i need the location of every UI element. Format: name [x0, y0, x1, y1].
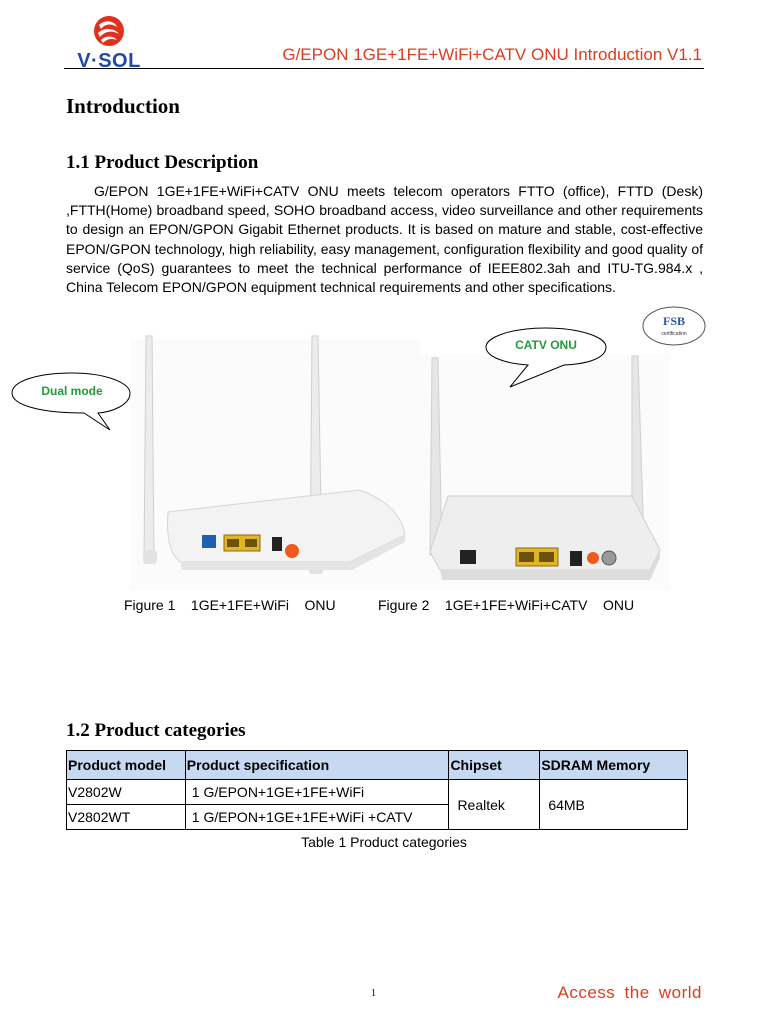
- logo-wordmark: V·SOL: [77, 50, 141, 72]
- product-categories-table: [66, 750, 688, 830]
- table-caption: Table 1 Product categories: [301, 834, 467, 850]
- header-divider: [64, 68, 704, 69]
- speech-bubble-right: [484, 327, 608, 389]
- product-description-paragraph: G/EPON 1GE+1FE+WiFi+CATV ONU meets telecom operators FTTO (office), FTTD (Desk) ,FTTH(Home) broadband speed, SOHO broadband access, video surveillance and other requirements to design an EPON/GPON Gigabit Ethernet products. It is based on mature and stable, cost-effective EPON/GPON technology, high reliability, easy management, configuration flexibility and good quality of service (QoS) guarantees to meet the technical performance of IEEE802.3ah and ITU-TG.984.x , China Telecom EPON/GPON equipment technical requirements and other specifications.: [66, 183, 703, 296]
- table-header-row: [67, 751, 688, 780]
- footer-slogan: Access the world: [557, 983, 702, 1002]
- cell-model: V2802W: [67, 780, 186, 805]
- vsol-logo-icon: [90, 14, 128, 52]
- column-header-model: Product model: [67, 751, 186, 780]
- cell-chipset: Realtek: [449, 780, 540, 830]
- cell-spec: 1 G/EPON+1GE+1FE+WiFi +CATV: [185, 805, 449, 830]
- document-header-title: G/EPON 1GE+1FE+WiFi+CATV ONU Introduction V1.1: [282, 45, 702, 64]
- column-header-chipset: Chipset: [449, 751, 540, 780]
- bubble-label-dual-mode: Dual mode: [41, 384, 103, 398]
- section-title-product-categories: 1.2 Product categories: [66, 720, 246, 741]
- vsol-logo: [64, 14, 154, 70]
- page-number: 1: [371, 988, 376, 999]
- section-title-product-description: 1.1 Product Description: [66, 152, 259, 173]
- cell-model: V2802WT: [67, 805, 186, 830]
- badge-sublabel: certification: [661, 331, 687, 337]
- fsb-certification-badge: [642, 306, 706, 346]
- page-heading: Introduction: [66, 94, 180, 118]
- column-header-spec: Product specification: [185, 751, 449, 780]
- figure-caption-2: Figure 2 1GE+1FE+WiFi+CATV ONU: [378, 597, 635, 613]
- cell-spec: 1 G/EPON+1GE+1FE+WiFi: [185, 780, 449, 805]
- speech-bubble-left: [10, 372, 140, 434]
- table-row: [67, 780, 688, 805]
- column-header-memory: SDRAM Memory: [540, 751, 688, 780]
- badge-label: FSB: [662, 314, 685, 328]
- cell-memory: 64MB: [540, 780, 688, 830]
- bubble-label-catv-onu: CATV ONU: [515, 338, 577, 352]
- figure-caption-1: Figure 1 1GE+1FE+WiFi ONU: [124, 597, 336, 613]
